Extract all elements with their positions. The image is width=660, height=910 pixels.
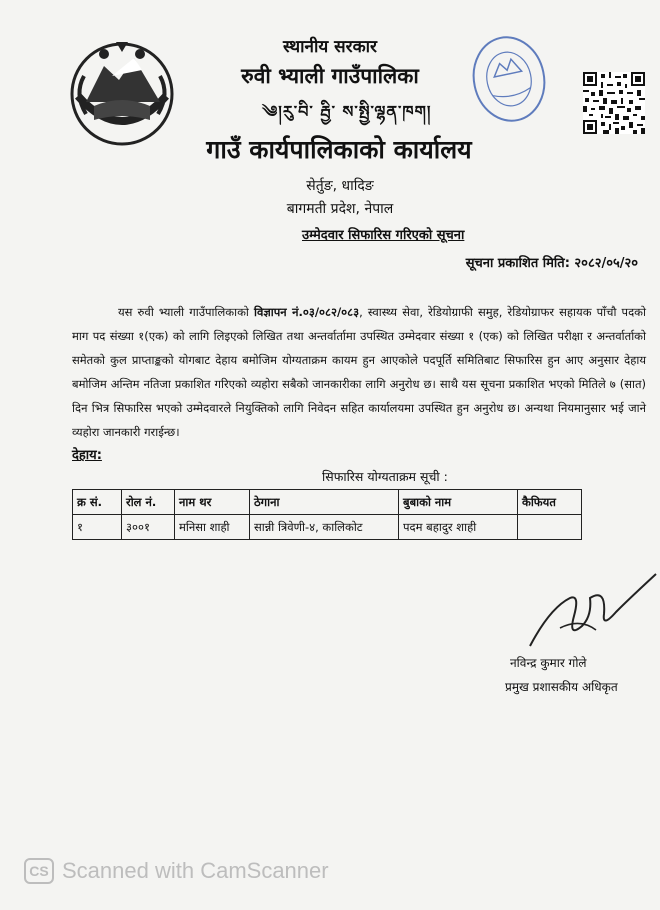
col-remarks: कैफियत [518,490,582,515]
table-header-row [73,490,582,515]
cell-name: मनिसा शाही [175,515,250,540]
office-title: गाउँ कार्यपालिकाको कार्यालय [206,135,472,164]
address-district: सेर्तुङ, धादिङ [306,178,374,194]
advertisement-number: विज्ञापन नं.०३/०८२/०८३ [254,305,360,319]
office-seal-stamp [470,34,548,124]
notice-body [72,300,646,444]
municipality-name: रुवी भ्याली गाउँपालिका [241,64,419,88]
local-govt-heading: स्थानीय सरकार [282,37,377,57]
dehaya-label: देहाय: [72,448,102,463]
cell-address: सान्नी त्रिवेणी-४, कालिकोट [250,515,399,540]
cell-father-name: पदम बहादुर शाही [399,515,518,540]
recommendation-table [72,489,582,540]
col-father-name: बुबाको नाम [399,490,518,515]
tibetan-name: ༄།རུ་བི་ རྦྱི་ ས་སྤྱི་ལྷན་ཁག། [262,102,432,121]
body-part-1: यस रुवी भ्याली गाउँपालिकाको [118,305,255,319]
col-roll: रोल नं. [122,490,175,515]
cell-serial: १ [73,515,122,540]
col-serial: क्र सं. [73,490,122,515]
col-name: नाम थर [175,490,250,515]
signatory-name: नविन्द्र कुमार गोले [510,656,587,670]
qr-code-icon [583,72,645,134]
handwritten-signature [520,568,660,658]
published-date: सूचना प्रकाशित मिति: २०८२/०५/२० [465,256,638,271]
notice-title: उम्मेदवार सिफारिस गरिएको सूचना [302,228,465,243]
cell-roll: ३००१ [122,515,175,540]
camscanner-logo-icon: CS [24,858,54,884]
address-province: बागमती प्रदेश, नेपाल [286,201,394,217]
cell-remarks [518,515,582,540]
signatory-title: प्रमुख प्रशासकीय अधिकृत [505,680,618,694]
camscanner-watermark: Scanned with CamScanner [62,858,329,883]
body-part-2: , स्वास्थ्य सेवा, रेडियोग्राफी समुह, रेडियोग्राफर सहायक पाँचौ पदको माग पद संख्या १(एक) को लागि लिइएको लिखित तथा अन्तर्वार्तामा उपस्थित उम्मेदवार संख्या १ (एक) को लिखित परीक्षा र अन्तर्वार्ताको समेतको कुल प्राप्ताङ्कको योगबाट देहाय बमोजिम योग्यताक्रम कायम हुन आएकोले पदपूर्ति समितिबाट सिफारिस हुन आए अनुसार देहाय बमोजिम अन्तिम नतिजा प्रकाशित गरिएको व्यहोरा सबैको जानकारीका लागि अनुरोध छ। साथै यस सूचना प्रकाशित भएको मितिले ७ (सात) दिन भित्र सिफारिस भएको उम्मेदवारले नियुक्तिको लागि निवेदन सहित कार्यालयमा उपस्थित हुन अनुरोध छ। अन्यथा नियमानुसार भई जाने व्यहोरा जानकारी गराईन्छ। [72,305,646,439]
recommendation-list-title: सिफारिस योग्यताक्रम सूची : [322,469,448,484]
table-row [73,515,582,540]
col-address: ठेगाना [250,490,399,515]
